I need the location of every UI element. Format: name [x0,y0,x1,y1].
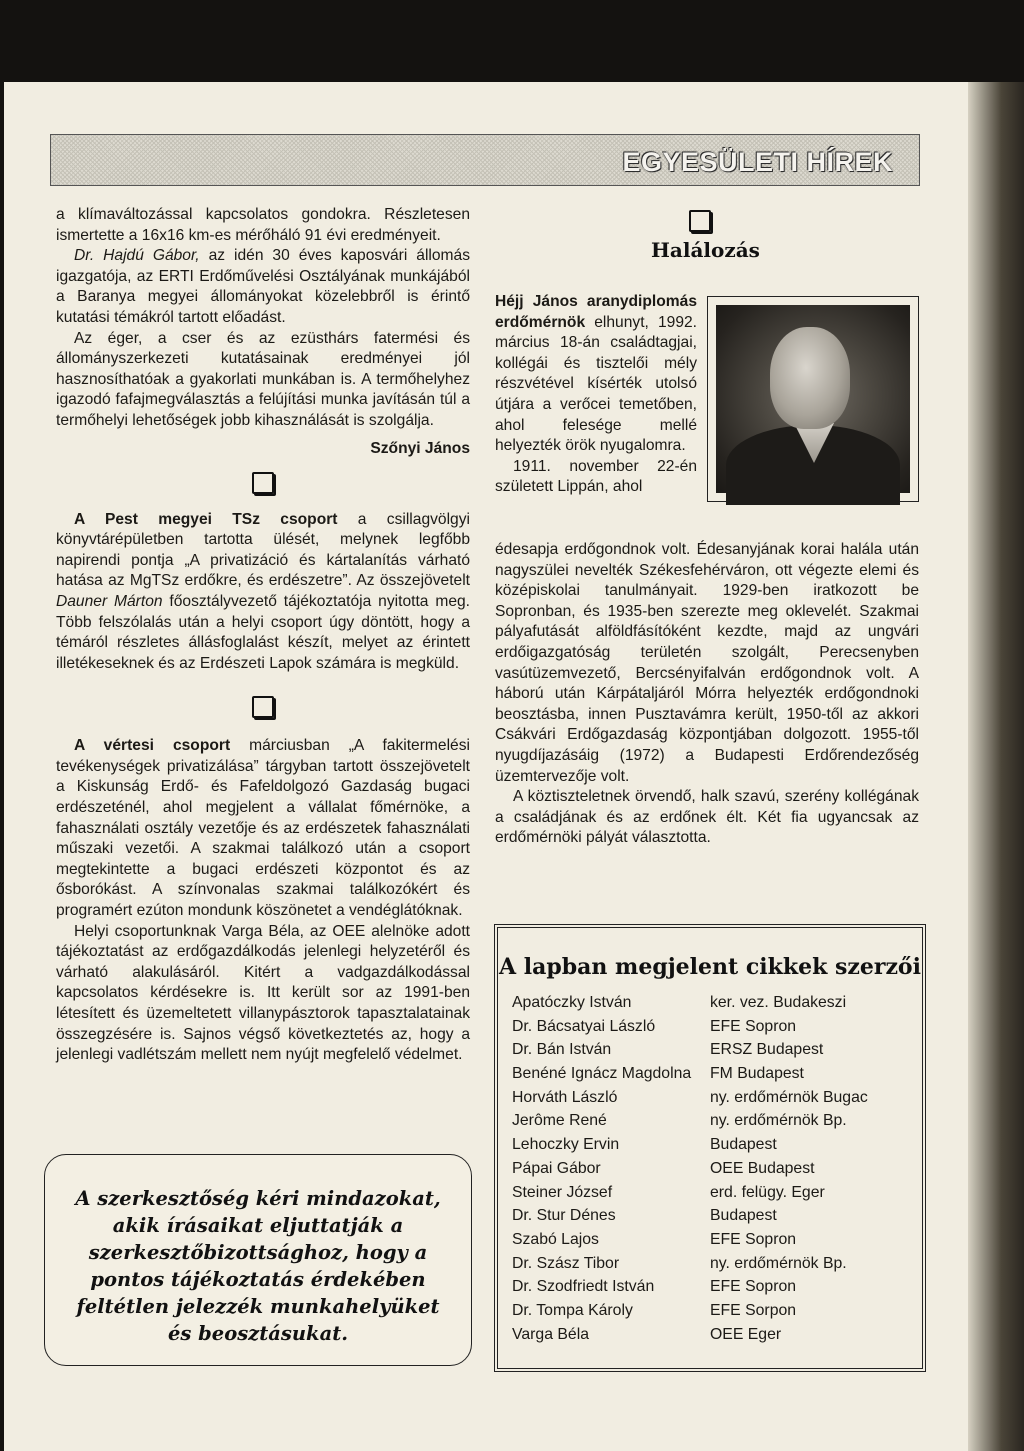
author-workplace: OEE Eger [710,1325,782,1343]
obituary-text-wide [495,540,919,849]
author-name: Lehoczky Ervin [512,1136,620,1154]
group-name: A vértesi csoport [74,737,231,755]
author-name: Horváth László [512,1088,618,1106]
author-name: Dr. Bácsatyai László [512,1017,656,1035]
list-item [512,1207,908,1231]
paragraph-text: elhunyt, 1992. március 18-án családtagjai, kollégái és tisztelői mély részvétével kísérték utolsó útjára a verőcei temetőben, ahol felesége mellé helyezték örök nyugalomra. [495,313,697,455]
callout-line: szerkesztőbizottsághoz, hogy a [88,1241,428,1264]
author-workplace: ny. erdőmérnök Bp. [710,1112,847,1130]
book-binding [968,82,1024,1451]
author-workplace: FM Budapest [710,1065,804,1083]
article-paragraph: Az éger, a cser és az ezüsthárs fatermési és állományszerkezeti kutatásainak eredményei jól hasznosíthatóak a gyakorlati munkában is. A termőhelyhez igazodó fafajmegválasztás a felújítási munka javításán túl a termőhelyi lehetőségek jobb kihasználását is szolgálja. [56,329,470,429]
editorial-callout [44,1154,472,1366]
portrait-photo [707,296,919,502]
authors-box [494,924,926,1372]
section-separator-icon [252,472,274,494]
author-name: Dr. Stur Dénes [512,1207,616,1225]
author-workplace: ERSZ Budapest [710,1041,824,1059]
list-item [512,1018,908,1042]
author-name: Jerôme René [512,1112,607,1130]
author-workplace: ker. vez. Budakeszi [710,994,847,1011]
portrait-image [716,305,910,493]
callout-line: akik írásaikat eljuttatják a [112,1214,404,1237]
list-item [512,994,908,1018]
author-name: Varga Béla [512,1325,589,1343]
article-paragraph [56,736,470,921]
author-name: Apatóczky István [512,994,632,1011]
author-name: Dr. Tompa Károly [512,1301,633,1319]
callout-text [45,1185,471,1347]
author-signature: Szőnyi János [370,439,470,457]
deceased-name: Héjj János aranydiplomás erdőmérnök [495,293,697,331]
obituary-paragraph: édesapja erdőgondnok volt. Édesanyjának korai halála után nagyszülei nevelték Székesfehérváron, ott végezte elemi és középiskolai tanulmányait. 1929-ben iratkozott be Sopronban, és 1935-ben szerezte meg oklevelét. Szakmai pályafutását alföldfásítóként kezdte, majd az ungvári erdőigazgatóság területén szolgált, Perecsenyben vasútüzemvezető, Bercsényifalván erdőgondnok volt. A háború után Kárpátaljáról Mórra helyezték erdőgondnoki beosztásba, innen Pusztavámra került, 1950-től az akkori Csákvári Erdőgazdaság központjában dolgozott. 1955-től nyugdíjazásáig (1972) a Budapesti Erdőrendezőség üzemtervezője volt. [495,541,919,785]
author-name: Dr. Bán István [512,1041,612,1059]
section-title: EGYESÜLETI HÍREK [622,147,893,177]
author-workplace: Budapest [710,1207,777,1225]
callout-line: pontos tájékoztatás érdekében [90,1268,426,1291]
article-paragraph: Helyi csoportunknak Varga Béla, az OEE alelnöke adott tájékoztatást az erdőgazdálkodás jelenlegi helyzetéről és várható alakulásáról. Kitért a vadgazdálkodással kapcsolatos kérdésekre is. Itt került sor az 1991-ben létesített és üzemeltetett villanypásztorok tapasztalatainak összegzésére is. Sajnos végső következtetés az, hogy a jelenlegi vadlétszám mellett nem nyújt megfelelő védelmet. [56,922,470,1064]
obituary-paragraph: 1911. november 22-én született Lippán, ahol [495,457,697,496]
paragraph-text: márciusban „A fakitermelési tevékenységek privatizálása” tárgyban tartott összejövetelt a Kiskunság Erdő- és Fafeldolgozó Gazdaság bugaci erdészeténél, ahol megjelent a vállalat főmérnöke, a fahasználati osztály vezetője és az erdészetek fahasználati műszaki vezetői. A szakmai találkozó után a csoport megtekintette a bugaci erdészeti központot és az ősborókást. A színvonalas szakmai találkozókért és programért ezúton mondunk köszönetet a vendéglátóknak. [56,737,470,920]
section-separator-icon [689,210,711,232]
author-workplace: Budapest [710,1136,777,1154]
author-workplace: ny. erdőmérnök Bugac [710,1088,868,1106]
list-item [512,1302,908,1326]
article-paragraph [56,510,470,675]
callout-line: és beosztásukat. [167,1322,348,1345]
list-item [512,1112,908,1136]
section-separator-icon [252,696,274,718]
callout-line: A szerkesztőség kéri mindazokat, [75,1187,441,1210]
paragraph-text: főosztályvezető tájékoztatója nyitotta meg. Több felszólalás után a helyi csoport úgy döntött, hogy a témáról részletes állásfoglalást készít, melyet az érintett illetékeseknek és az Erdészeti Lapok számára is megküld. [56,592,470,672]
left-column [56,205,470,1066]
section-header [50,134,920,186]
list-item [512,1255,908,1279]
author-workplace: EFE Sopron [710,1230,797,1248]
author-workplace: EFE Sopron [710,1017,797,1035]
author-name: Dr. Szodfriedt István [512,1278,655,1296]
author-name: Szabó Lajos [512,1230,599,1248]
paragraph-text: a csillagvölgyi könyvtárépületben tartotta ülését, melynek legfőbb napirendi pontja „A privatizáció és kártalanítás várható hatása az MgTSz erdőkre, és erdészetre”. Az összejövetelt [56,510,470,590]
list-item [512,1089,908,1113]
callout-line: feltétlen jelezzék munkahelyüket [76,1295,440,1318]
list-item [512,1184,908,1208]
author-workplace: EFE Sopron [710,1278,797,1296]
obituary-text-narrow [495,292,697,498]
authors-title: A lapban megjelent cikkek szerzői [499,954,921,980]
author-workplace: ny. erdőmérnök Bp. [710,1254,847,1272]
obituary-paragraph: A köztiszteletnek örvendő, halk szavú, szerény kollégának a családjának és az erdőnek élt. Két fia ugyancsak az erdőmérnöki pályát választotta. [495,788,919,847]
author-name: Dr. Szász Tibor [512,1254,620,1272]
author-workplace: EFE Sorpon [710,1301,797,1319]
person-name: Dauner Márton [56,592,163,610]
portrait-face [770,327,850,429]
group-name: A Pest megyei TSz csoport [74,510,338,528]
article-paragraph: a klímaváltozással kapcsolatos gondokra. Részletesen ismertette a 16x16 km-es mérőháló 91 évi eredményeit. [56,206,470,244]
author-workplace: erd. felügy. Eger [710,1183,825,1201]
author-name: Pápai Gábor [512,1159,601,1177]
list-item [512,1065,908,1089]
authors-list [512,994,908,1349]
list-item [512,1278,908,1302]
list-item [512,1160,908,1184]
list-item [512,1326,908,1350]
list-item [512,1041,908,1065]
obituary-title: Halálozás [651,238,760,262]
author-workplace: OEE Budapest [710,1159,815,1177]
person-name: Dr. Hajdú Gábor, [74,247,200,265]
paragraph-text: az idén 30 éves kaposvári állomás igazgatója, az ERTI Erdőművelési Osztályának munkájából a Baranya megyei állományokat közelebbről is érintő kutatási témákról tartott előadást. [56,247,471,326]
list-item [512,1136,908,1160]
author-name: Steiner József [512,1183,613,1201]
list-item [512,1231,908,1255]
article-paragraph [56,246,470,328]
author-name: Benéné Ignácz Magdolna [512,1065,692,1083]
